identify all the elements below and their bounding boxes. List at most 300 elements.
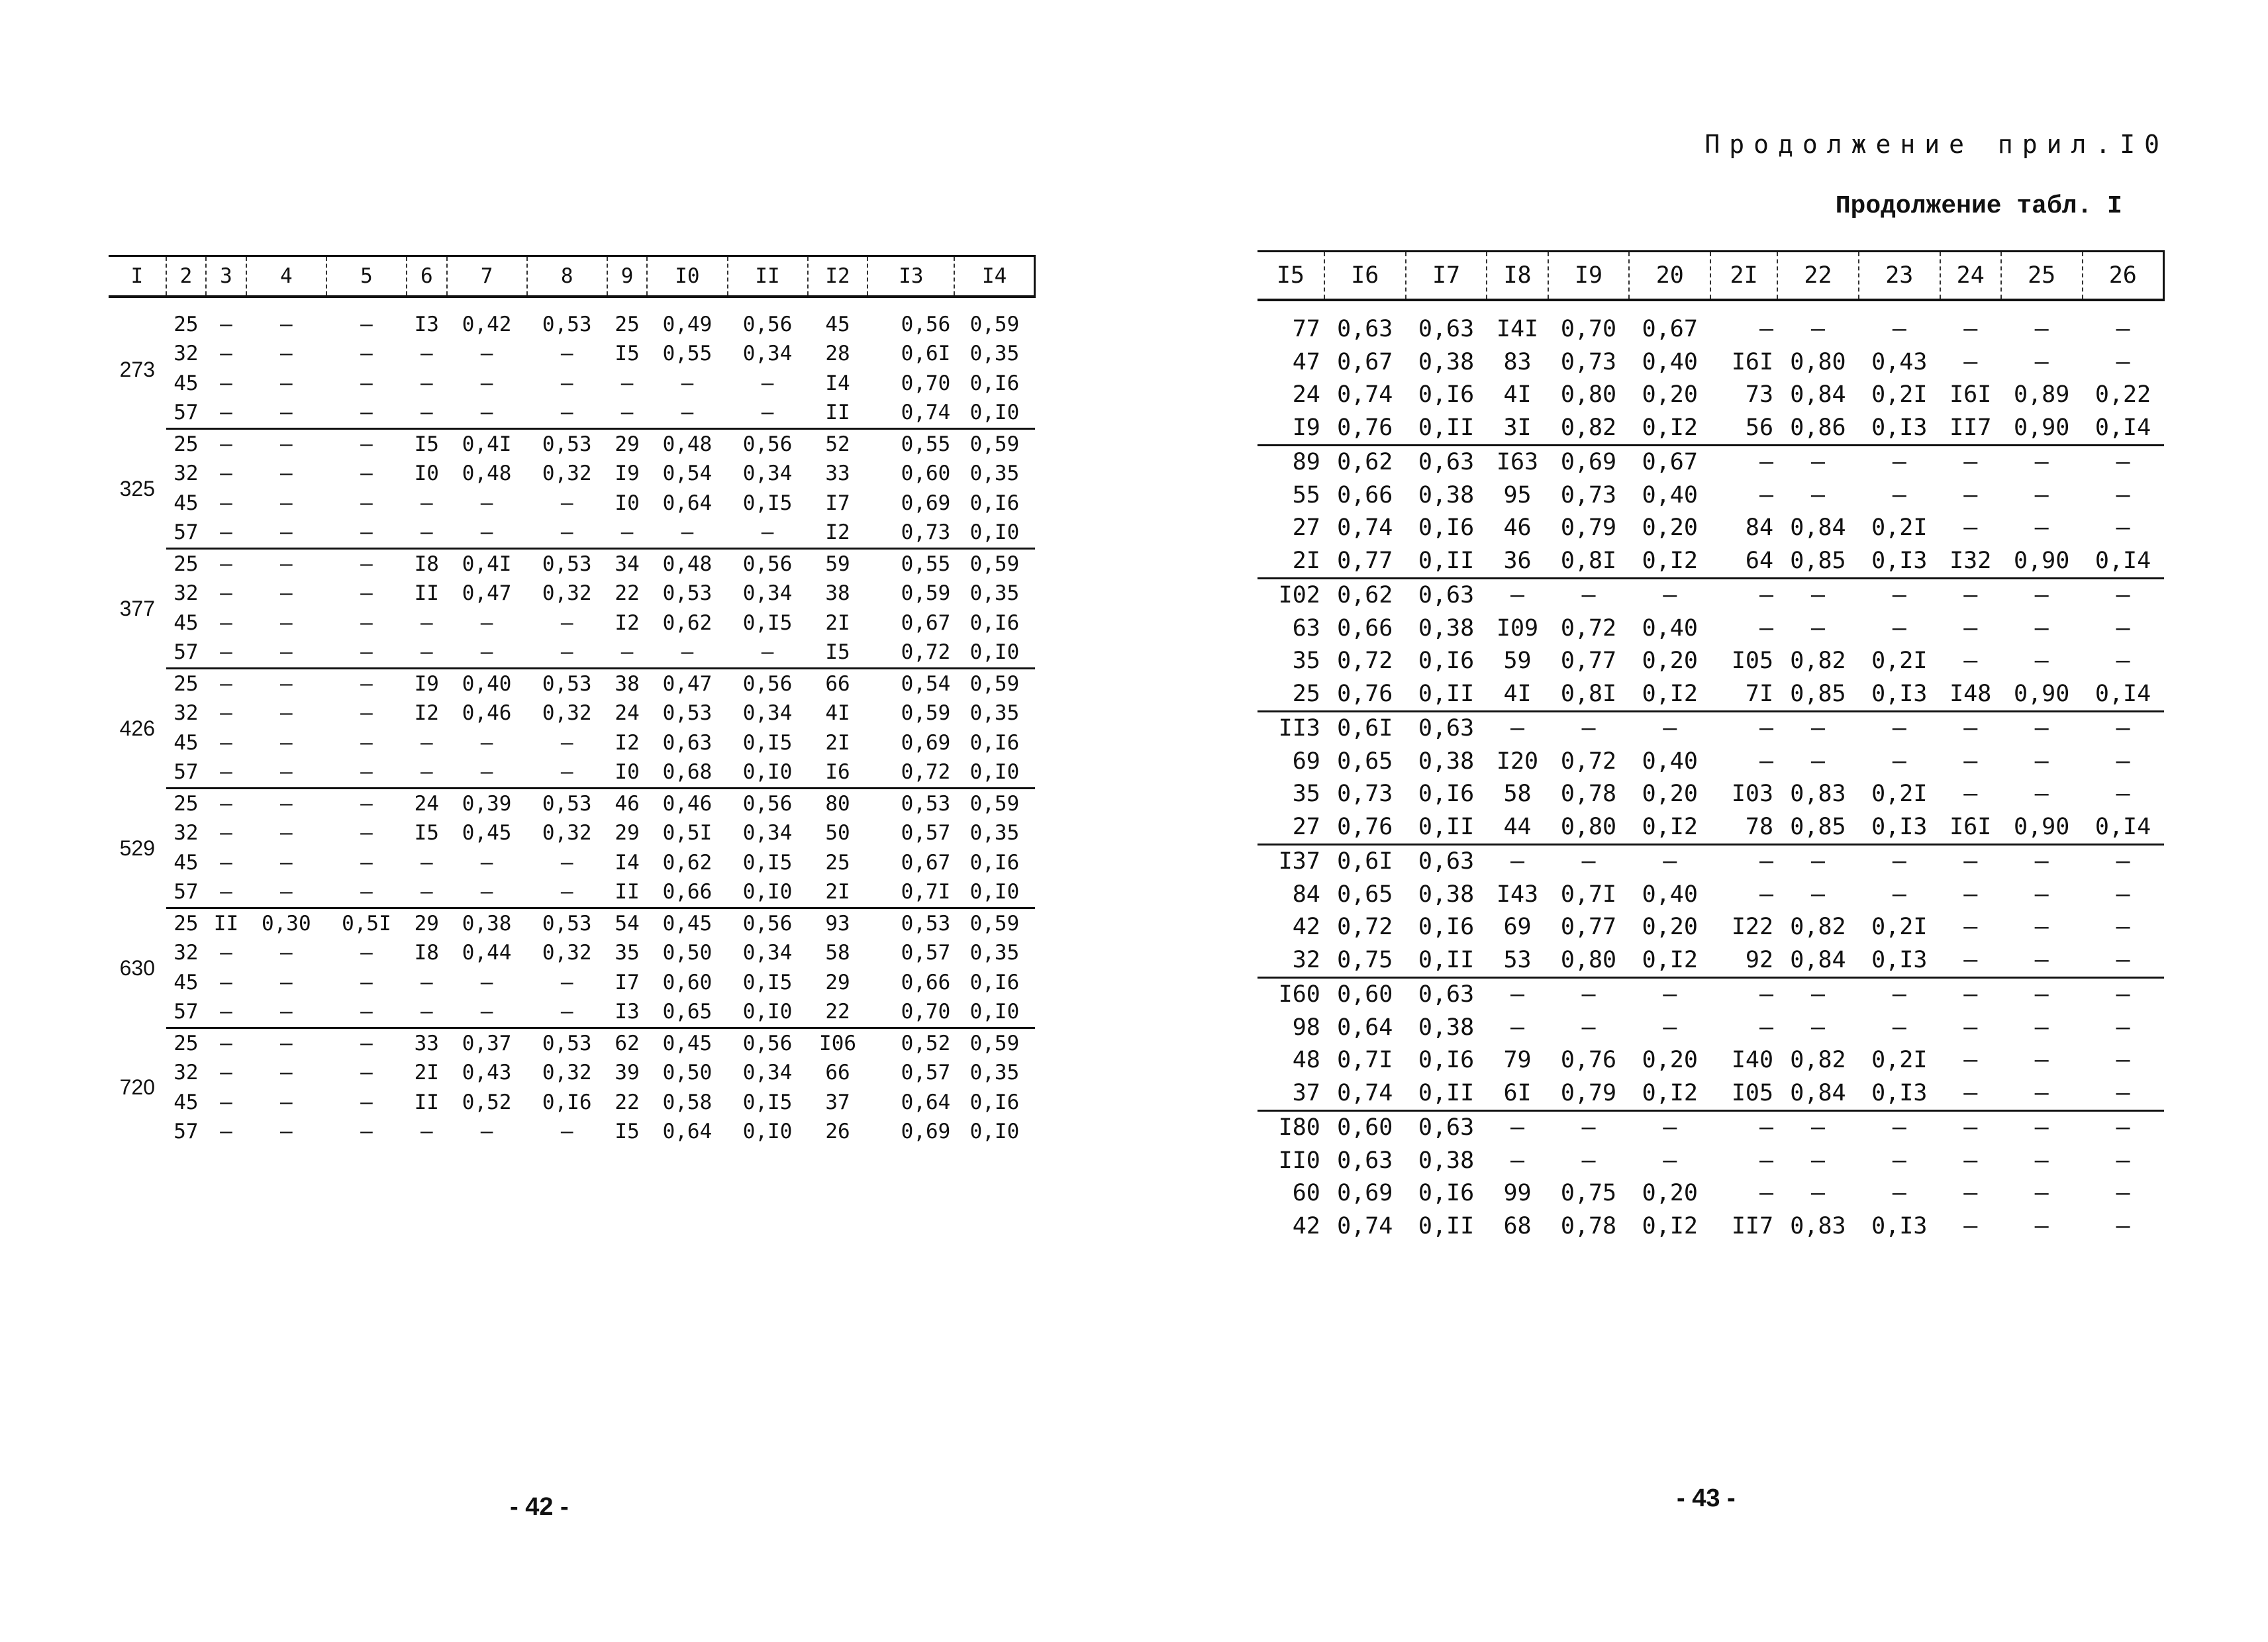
table-cell: – <box>360 701 373 726</box>
table-cell: 0,I2 <box>1629 1077 1710 1111</box>
table-cell: – <box>2116 981 2130 1008</box>
table-cell: 0,I0 <box>728 878 808 908</box>
table-cell: – <box>2116 848 2130 875</box>
table-cell: 32 <box>1257 944 1324 978</box>
table-cell: 46 <box>615 791 640 816</box>
table-row <box>109 1059 1035 1088</box>
table-cell: – <box>279 671 293 696</box>
table-cell: 47 <box>1292 348 1320 375</box>
table-cell: 0,79 <box>1548 1077 1630 1111</box>
table-cell: – <box>2083 944 2164 978</box>
table-cell: 2I <box>825 610 850 635</box>
table-cell: 44 <box>1487 811 1548 845</box>
table-cell: – <box>2034 1047 2049 1074</box>
table-cell: 32 <box>173 581 199 606</box>
table-cell: – <box>360 821 373 845</box>
table-cell: – <box>607 638 648 669</box>
table-cell: II7 <box>1940 412 2001 446</box>
table-cell: 25 <box>825 850 850 875</box>
table-row <box>1257 1210 2164 1243</box>
table-cell: – <box>728 399 808 429</box>
table-cell: 25 <box>1257 678 1324 712</box>
table-cell: – <box>326 758 407 789</box>
column-header-17: I7 <box>1406 252 1487 301</box>
table-row <box>109 608 1035 638</box>
table-cell: 0,5I <box>662 821 713 845</box>
table-cell: 0,76 <box>1560 1047 1617 1074</box>
table-cell: 0,53 <box>542 312 592 336</box>
table-cell: 0,8I <box>1548 545 1630 579</box>
table-cell: I20 <box>1496 748 1539 775</box>
column-header-11: II <box>728 256 808 297</box>
table-cell: 27 <box>1257 811 1324 845</box>
table-cell: – <box>407 638 447 669</box>
table-cell: 37 <box>825 1090 850 1114</box>
table-cell: 26 <box>825 1120 850 1144</box>
table-cell: 0,74 <box>1337 1212 1393 1239</box>
table-cell: I6I <box>1940 811 2001 845</box>
table-cell: – <box>560 491 573 515</box>
table-cell: – <box>1810 748 1825 775</box>
table-cell: – <box>480 342 493 366</box>
table-cell: 98 <box>1292 1014 1320 1041</box>
table-cell: – <box>220 970 232 994</box>
table-cell: – <box>2116 748 2130 775</box>
table-cell: 0,I3 <box>1859 412 1940 446</box>
table-cell: I8 <box>414 552 439 576</box>
table-cell: – <box>2034 1147 2049 1174</box>
left-table <box>109 255 1036 1147</box>
table-cell: – <box>2034 881 2049 908</box>
table-cell: 0,67 <box>1642 449 1698 476</box>
table-cell: – <box>1892 1014 1906 1041</box>
table-cell: – <box>607 399 648 429</box>
table-cell: 0,I6 <box>969 970 1020 994</box>
table-cell: 0,56 <box>742 312 793 336</box>
table-cell: I9 <box>414 671 439 696</box>
table-cell: 0,60 <box>901 461 951 486</box>
table-cell: 62 <box>615 1031 640 1055</box>
table-cell: – <box>360 581 373 606</box>
table-cell: 0,43 <box>462 1061 512 1085</box>
table-cell: 57 <box>173 1120 199 1144</box>
table-cell: – <box>527 518 607 549</box>
column-header-7: 7 <box>447 256 527 297</box>
table-cell: 0,I0 <box>742 1120 793 1144</box>
table-cell: – <box>447 399 527 429</box>
table-cell: – <box>1581 715 1596 742</box>
table-cell: 0,83 <box>1790 781 1846 808</box>
column-header-21: 2I <box>1710 252 1777 301</box>
table-cell: – <box>1810 449 1825 476</box>
table-cell: – <box>1581 848 1596 875</box>
column-header-13: I3 <box>867 256 954 297</box>
table-cell: – <box>1581 1114 1596 1141</box>
column-header-14: I4 <box>954 256 1034 297</box>
column-header-19: I9 <box>1548 252 1630 301</box>
table-cell: – <box>647 518 727 549</box>
table-cell: – <box>1759 1180 1774 1207</box>
table-cell: 0,34 <box>742 581 793 606</box>
table-row <box>109 429 1035 459</box>
table-cell: 33 <box>825 461 850 486</box>
table-cell: – <box>2116 1114 2130 1141</box>
table-cell: 0,56 <box>742 1031 793 1055</box>
table-cell: – <box>279 701 293 726</box>
table-cell: – <box>1963 748 1978 775</box>
page-number-left: - 42 - <box>510 1493 569 1521</box>
table-cell: – <box>728 638 808 669</box>
table-row <box>109 758 1035 789</box>
table-cell: 0,64 <box>662 1120 713 1144</box>
table-cell: 0,83 <box>1790 1212 1846 1239</box>
table-cell: – <box>220 730 232 755</box>
table-cell: 25 <box>173 1031 199 1055</box>
table-cell: – <box>360 432 373 456</box>
table-row <box>109 489 1035 518</box>
table-cell: – <box>279 461 293 486</box>
table-cell: 0,20 <box>1642 514 1698 542</box>
table-row <box>1257 512 2164 545</box>
pipe-diameter-cell: 377 <box>119 597 155 620</box>
table-cell: – <box>420 730 433 755</box>
table-cell: 57 <box>166 638 207 669</box>
table-cell: – <box>220 461 232 486</box>
table-cell: 0,72 <box>1560 748 1617 775</box>
table-cell: – <box>647 638 727 669</box>
table-cell: 3I <box>1487 412 1548 446</box>
table-row <box>1257 1145 2164 1178</box>
table-cell: – <box>447 638 527 669</box>
table-cell: – <box>2116 715 2130 742</box>
table-cell: – <box>220 1090 232 1114</box>
table-cell: 0,I2 <box>1629 811 1710 845</box>
table-cell: – <box>279 1061 293 1085</box>
table-cell: – <box>1810 481 1825 508</box>
table-cell: 46 <box>1503 514 1532 542</box>
table-cell: 35 <box>1292 781 1320 808</box>
table-cell: – <box>1963 715 1978 742</box>
table-cell: 0,7I <box>867 878 954 908</box>
table-cell: 0,38 <box>1418 1014 1475 1041</box>
table-cell: – <box>420 610 433 635</box>
table-cell: 0,73 <box>867 518 954 549</box>
table-cell: – <box>407 998 447 1028</box>
table-cell: I32 <box>1940 545 2001 579</box>
table-cell: 0,I5 <box>742 491 793 515</box>
table-cell: – <box>206 998 246 1028</box>
table-cell: – <box>407 758 447 789</box>
table-row <box>1257 944 2164 978</box>
table-cell: – <box>1963 1114 1978 1141</box>
table-cell: – <box>1892 1147 1906 1174</box>
table-cell: 0,20 <box>1642 381 1698 409</box>
table-row <box>1257 746 2164 779</box>
continuation-header: Продолжение прил.I0 <box>1704 130 2169 159</box>
table-cell: – <box>360 730 373 755</box>
table-cell: – <box>1581 582 1596 609</box>
table-cell: 0,32 <box>542 581 592 606</box>
table-cell: – <box>560 371 573 395</box>
table-cell: 0,56 <box>901 312 951 336</box>
table-cell: 0,82 <box>1790 648 1846 675</box>
table-cell: 0,40 <box>1642 881 1698 908</box>
table-cell: I5 <box>414 432 439 456</box>
table-cell: 0,48 <box>662 432 713 456</box>
table-cell: – <box>1892 316 1906 343</box>
table-cell: – <box>1963 648 1978 675</box>
table-cell: 0,46 <box>462 701 512 726</box>
table-cell: 0,59 <box>969 671 1020 696</box>
column-header-18: I8 <box>1487 252 1548 301</box>
table-cell: 0,6I <box>1337 715 1393 742</box>
table-cell: 0,2I <box>1871 914 1928 941</box>
table-cell: – <box>2001 944 2083 978</box>
table-cell: – <box>326 399 407 429</box>
table-cell: I0 <box>615 491 640 515</box>
table-cell: I2 <box>414 701 439 726</box>
table-cell: 0,69 <box>901 730 951 755</box>
table-row <box>1257 579 2164 612</box>
table-cell: 24 <box>1292 381 1320 409</box>
table-cell: – <box>1810 1147 1825 1174</box>
table-cell: 22 <box>615 581 640 606</box>
table-cell: 58 <box>1503 781 1532 808</box>
table-cell: 0,2I <box>1871 781 1928 808</box>
table-cell: 0,67 <box>901 850 951 875</box>
table-cell: 0,I4 <box>2083 811 2164 845</box>
table-cell: 0,63 <box>1418 1114 1475 1141</box>
table-cell: – <box>326 878 407 908</box>
table-cell: 0,38 <box>1418 881 1475 908</box>
table-cell: 0,II <box>1406 678 1487 712</box>
table-cell: 0,72 <box>867 758 954 789</box>
table-cell: – <box>1663 582 1677 609</box>
table-cell: 0,2I <box>1871 1047 1928 1074</box>
table-cell: – <box>246 638 326 669</box>
table-cell: 45 <box>825 312 850 336</box>
table-row <box>1257 845 2164 879</box>
table-cell: 0,I5 <box>742 970 793 994</box>
table-cell: 57 <box>166 518 207 549</box>
table-cell: – <box>326 998 407 1028</box>
table-cell: – <box>1581 981 1596 1008</box>
table-cell: – <box>326 638 407 669</box>
table-cell: 0,II <box>1406 412 1487 446</box>
table-cell: 0,35 <box>969 941 1020 965</box>
table-cell: 45 <box>173 1090 199 1114</box>
table-cell: 0,74 <box>1337 381 1393 409</box>
table-cell: – <box>279 941 293 965</box>
table-cell: – <box>220 850 232 875</box>
table-cell: 0,47 <box>462 581 512 606</box>
table-row <box>109 340 1035 369</box>
table-cell: – <box>527 638 607 669</box>
table-cell: 0,72 <box>1560 614 1617 642</box>
table-cell: 0,43 <box>1871 348 1928 375</box>
table-cell: 0,90 <box>2001 545 2083 579</box>
table-row <box>109 878 1035 908</box>
table-cell: II0 <box>1278 1147 1320 1174</box>
table-cell: 0,72 <box>1337 648 1393 675</box>
table-cell: 0,62 <box>662 610 713 635</box>
table-cell: – <box>279 1090 293 1114</box>
table-cell: 0,63 <box>662 730 713 755</box>
pipe-diameter-cell: 325 <box>119 477 155 501</box>
table-cell: 0,64 <box>1337 1014 1393 1041</box>
table-cell: 0,I6 <box>1418 381 1475 409</box>
table-cell: – <box>2034 514 2049 542</box>
pipe-diameter-cell: 273 <box>119 357 155 381</box>
right-page <box>1134 0 2268 1642</box>
table-cell: – <box>2116 481 2130 508</box>
table-cell: 48 <box>1292 1047 1320 1074</box>
table-cell: 0,37 <box>462 1031 512 1055</box>
table-cell: – <box>620 371 634 395</box>
table-cell: I7 <box>615 970 640 994</box>
table-cell: – <box>1759 449 1774 476</box>
table-cell: – <box>279 581 293 606</box>
table-cell: – <box>360 671 373 696</box>
table-cell: 0,52 <box>462 1090 512 1114</box>
table-cell: 0,62 <box>1337 449 1393 476</box>
table-cell: – <box>420 1120 433 1144</box>
table-cell: 80 <box>825 791 850 816</box>
table-cell: 0,7I <box>1560 881 1617 908</box>
table-cell: 27 <box>1292 514 1320 542</box>
table-cell: 0,I0 <box>954 518 1034 549</box>
table-cell: – <box>2116 1014 2130 1041</box>
table-cell: 25 <box>173 791 199 816</box>
table-cell: 0,32 <box>542 941 592 965</box>
table-cell: 0,50 <box>662 1061 713 1085</box>
table-cell: – <box>360 371 373 395</box>
table-cell: 0,8I <box>1548 678 1630 712</box>
table-cell: 0,69 <box>901 491 951 515</box>
left-table-body <box>109 310 1035 1147</box>
table-cell: 0,56 <box>742 552 793 576</box>
table-cell: 0,32 <box>542 1061 592 1085</box>
table-cell: 0,80 <box>1790 348 1846 375</box>
table-cell: – <box>2034 914 2049 941</box>
table-cell: 0,34 <box>742 701 793 726</box>
table-cell: 0,38 <box>1418 348 1475 375</box>
table-cell: – <box>220 342 232 366</box>
table-cell: 0,44 <box>462 941 512 965</box>
table-cell: 0,82 <box>1548 412 1630 446</box>
table-continuation-header: Продолжение табл. I <box>1835 192 2122 220</box>
table-cell: – <box>220 1120 232 1144</box>
table-cell: 45 <box>173 491 199 515</box>
table-cell: 0,I5 <box>742 1090 793 1114</box>
table-cell: 33 <box>414 1031 439 1055</box>
table-cell: 59 <box>1503 648 1532 675</box>
table-cell: – <box>2116 614 2130 642</box>
table-cell: – <box>480 730 493 755</box>
table-cell: – <box>220 432 232 456</box>
table-cell: – <box>360 342 373 366</box>
table-cell: – <box>1963 1147 1978 1174</box>
table-cell: I03 <box>1731 781 1774 808</box>
table-cell: 0,4I <box>462 432 512 456</box>
table-row <box>1257 479 2164 512</box>
table-cell: 0,72 <box>1337 914 1393 941</box>
table-cell: 0,76 <box>1324 412 1406 446</box>
table-cell: 0,84 <box>1790 514 1846 542</box>
table-cell: 29 <box>414 911 439 936</box>
table-cell: – <box>360 1090 373 1114</box>
table-cell: 0,40 <box>1642 348 1698 375</box>
table-cell: – <box>279 1031 293 1055</box>
table-cell: 0,69 <box>1337 1180 1393 1207</box>
table-cell: 0,II <box>1418 1212 1475 1239</box>
table-cell: – <box>1963 514 1978 542</box>
table-cell: – <box>560 970 573 994</box>
table-cell: 0,69 <box>1560 449 1617 476</box>
table-cell: 0,34 <box>742 461 793 486</box>
table-row <box>1257 313 2164 346</box>
table-cell: 38 <box>615 671 640 696</box>
table-cell: 7I <box>1710 678 1777 712</box>
table-cell: 58 <box>825 941 850 965</box>
table-cell: 42 <box>1292 1212 1320 1239</box>
table-cell: 0,I6 <box>969 730 1020 755</box>
table-cell: 0,59 <box>901 701 951 726</box>
table-cell: – <box>420 491 433 515</box>
table-cell: 32 <box>173 821 199 845</box>
table-cell: 0,20 <box>1642 914 1698 941</box>
table-cell: II <box>414 581 439 606</box>
table-cell: 0,46 <box>662 791 713 816</box>
table-cell: – <box>681 371 694 395</box>
table-cell: – <box>2034 449 2049 476</box>
table-row <box>109 998 1035 1028</box>
table-cell: 0,62 <box>662 850 713 875</box>
table-cell: 0,I5 <box>742 610 793 635</box>
table-cell: – <box>1892 715 1906 742</box>
table-cell: – <box>480 970 493 994</box>
table-cell: 0,32 <box>542 701 592 726</box>
table-cell: – <box>1892 614 1906 642</box>
column-header-5: 5 <box>326 256 407 297</box>
table-cell: 0,I2 <box>1629 412 1710 446</box>
right-table-body <box>1257 313 2164 1243</box>
table-row <box>109 1118 1035 1147</box>
table-cell: 0,59 <box>969 432 1020 456</box>
table-cell: – <box>527 758 607 789</box>
table-cell: – <box>246 878 326 908</box>
table-row <box>1257 1111 2164 1145</box>
table-cell: 0,76 <box>1324 811 1406 845</box>
table-cell: 0,57 <box>901 1061 951 1085</box>
table-row <box>1257 911 2164 944</box>
table-cell: 89 <box>1292 449 1320 476</box>
table-cell: I2 <box>615 730 640 755</box>
table-cell: – <box>1663 1114 1677 1141</box>
table-cell: – <box>360 850 373 875</box>
table-cell: – <box>761 371 774 395</box>
table-cell: 0,63 <box>1418 848 1475 875</box>
table-row <box>109 638 1035 669</box>
table-cell: 0,56 <box>742 911 793 936</box>
table-row <box>1257 712 2164 746</box>
table-cell: – <box>2001 1077 2083 1111</box>
table-row <box>1257 379 2164 412</box>
left-table-header <box>109 256 1035 297</box>
table-cell: – <box>2034 481 2049 508</box>
table-cell: – <box>1663 1147 1677 1174</box>
table-cell: – <box>2034 582 2049 609</box>
